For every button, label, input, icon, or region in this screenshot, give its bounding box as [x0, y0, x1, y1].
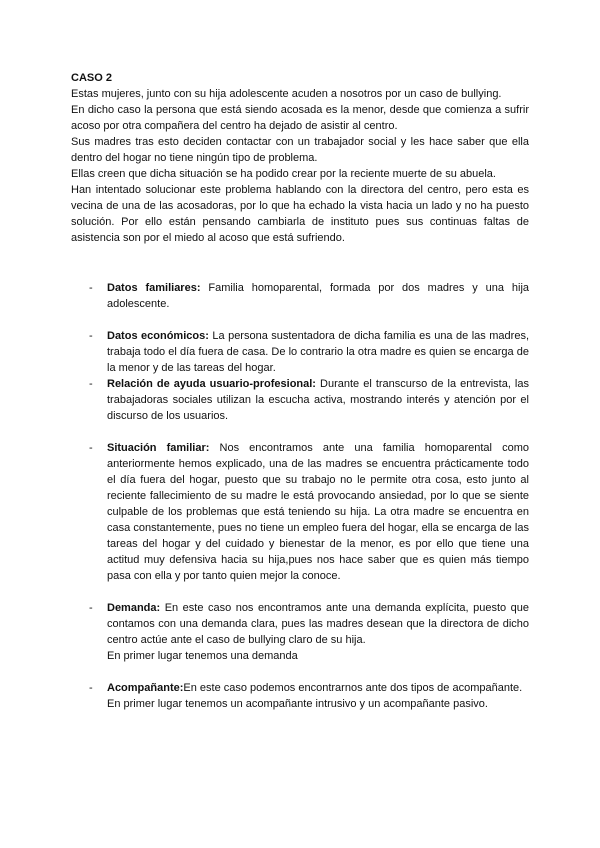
bullet-dash: - — [89, 378, 93, 390]
list-item-demanda — [71, 600, 529, 664]
intro-paragraph: Han intentado solucionar este problema hablando con la directora del centro, pero esta es vecina de una de las acosadoras, por lo que ha echado la vista hacia un lado y no ha puesto solución. Por ello están pensando cambiarla de instituto pues sus continuas faltas de asistencia son por el miedo al acoso que está sufriendo. — [71, 184, 529, 244]
case-title: CASO 2 — [71, 72, 112, 84]
item-extra-line: En primer lugar tenemos un acompañante intrusivo y un acompañante pasivo. — [107, 698, 488, 710]
item-text: La persona sustentadora de dicha familia es una de las madres, trabaja todo el día fuera de casa. De lo contrario la otra madre es quien se encarga de la menor y de las tareas del hogar. — [107, 330, 529, 374]
list-item-acompanante — [71, 680, 529, 712]
list-item-datos-familiares — [71, 280, 529, 312]
item-text: En este caso nos encontramos ante una demanda explícita, puesto que contamos con una demanda clara, pues las madres desean que la directora de dicho centro actúe ante el caso de bullying claro de su hija. — [107, 602, 529, 646]
bullet-dash: - — [89, 442, 93, 454]
bullet-dash: - — [89, 282, 93, 294]
bullet-dash: - — [89, 682, 93, 694]
intro-paragraph: Ellas creen que dicha situación se ha podido crear por la reciente muerte de su abuela. — [71, 168, 496, 180]
intro-paragraph: En dicho caso la persona que está siendo acosada es la menor, desde que comienza a sufrir acoso por otra compañera del centro ha dejado de asistir al centro. — [71, 104, 529, 132]
item-label: Datos familiares: — [107, 282, 201, 294]
case-details-list — [71, 280, 529, 712]
bullet-dash: - — [89, 330, 93, 342]
item-label: Acompañante: — [107, 682, 184, 694]
intro-paragraph: Sus madres tras esto deciden contactar con un trabajador social y les hace saber que ella dentro del hogar no tiene ningún tipo de problema. — [71, 136, 529, 164]
item-label: Demanda: — [107, 602, 161, 614]
item-label: Datos económicos: — [107, 330, 209, 342]
item-label: Relación de ayuda usuario-profesional: — [107, 378, 316, 390]
item-label: Situación familiar: — [107, 442, 210, 454]
item-text: Familia homoparental, formada por dos madres y una hija adolescente. — [107, 282, 530, 310]
bullet-dash: - — [89, 602, 93, 614]
list-item-datos-economicos — [71, 328, 529, 376]
intro-paragraph: Estas mujeres, junto con su hija adolescente acuden a nosotros por un caso de bullying. — [71, 88, 502, 100]
item-extra-line: En primer lugar tenemos una demanda — [107, 650, 298, 662]
document-page — [71, 70, 529, 712]
item-text: Durante el transcurso de la entrevista, las trabajadoras sociales utilizan la escucha activa, mostrando interés y atención por el discurso de los usuarios. — [107, 378, 529, 422]
item-text: En este caso podemos encontrarnos ante dos tipos de acompañante. — [183, 682, 523, 694]
item-text: Nos encontramos ante una familia homoparental como anteriormente hemos explicado, una de las madres se encuentra prácticamente todo el día fuera del hogar, puesto que su trabajo no le permite otra cosa, esto junto al reciente fallecimiento de su madre le está provocando ansiedad, por lo que se siente culpable de los problemas que está teniendo su hija. La otra madre se encuentra en casa constantemente, pues no tiene un empleo fuera del hogar, ella se encarga de las tareas del hogar y del cuidado y bienestar de la menor, es por ello que tiene una actitud muy defensiva hacia su hija,pues nos hace saber que es quien más tiempo pasa con ella y por tanto quien mejor la conoce. — [107, 442, 529, 582]
list-item-relacion-de-ayuda — [71, 376, 529, 424]
list-item-situacion-familiar — [71, 440, 529, 584]
intro-section — [71, 86, 529, 246]
